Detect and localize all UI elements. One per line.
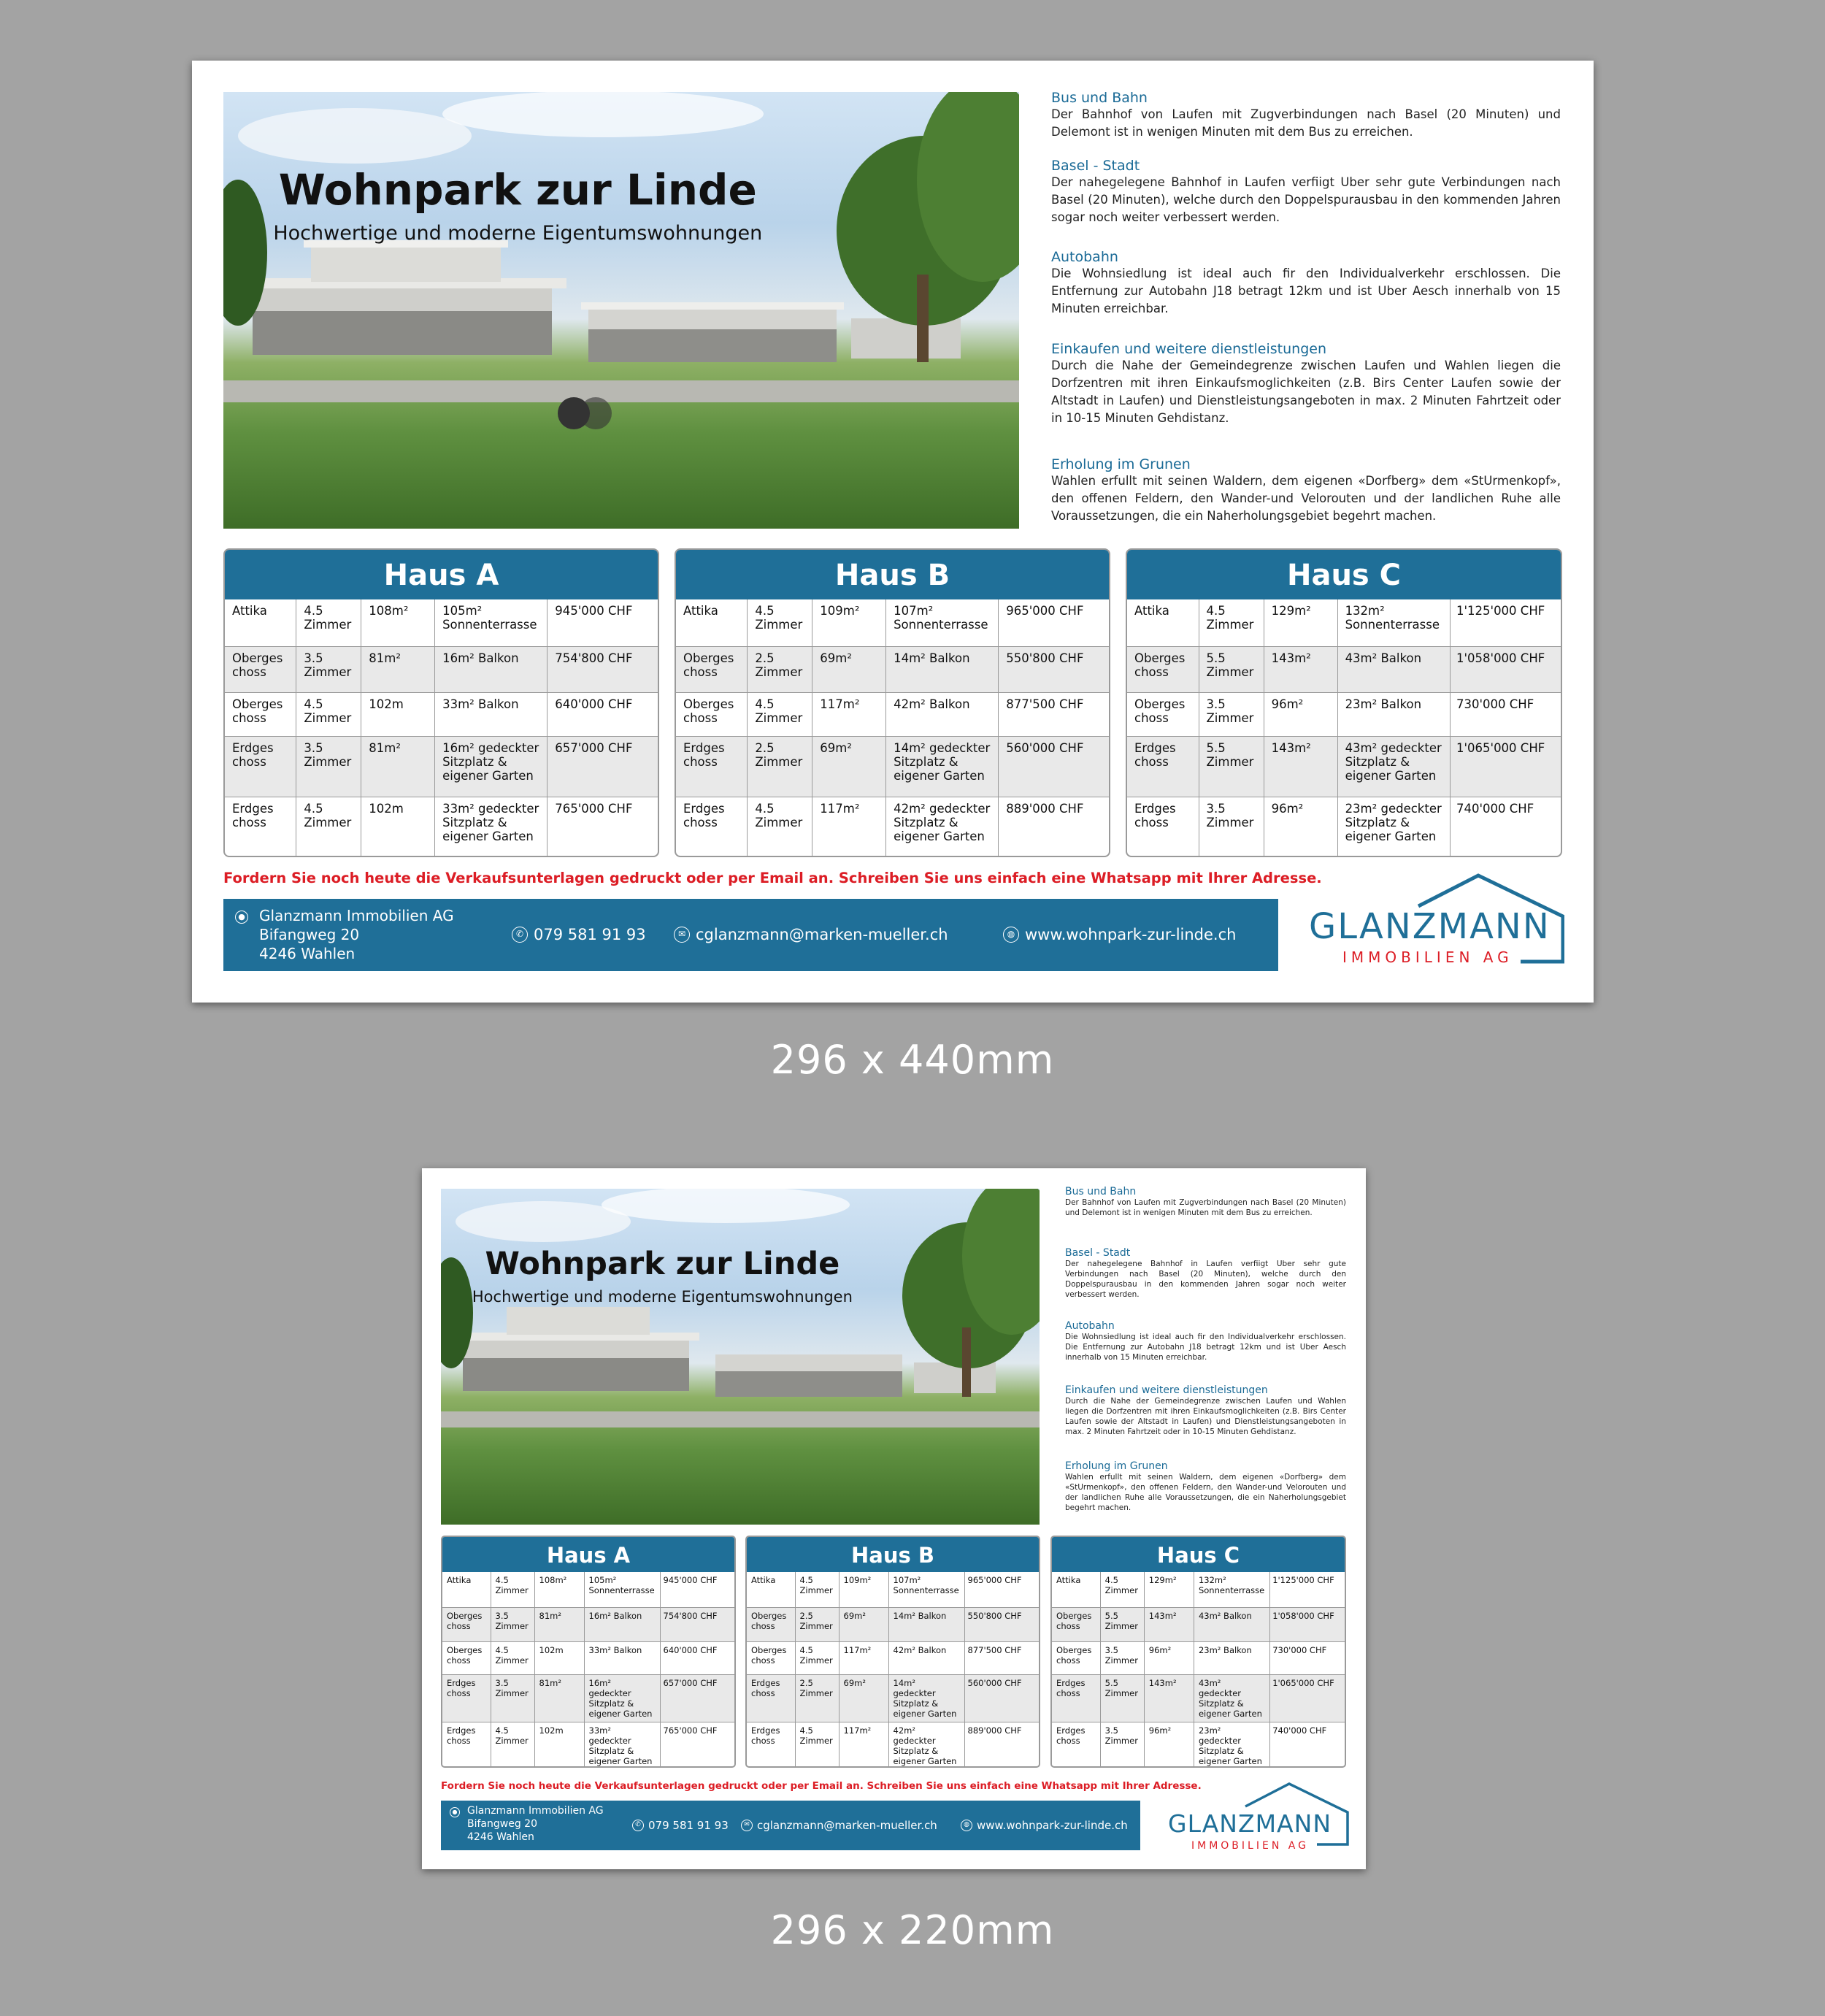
- unit-rooms: 4.5 Zimmer: [1100, 1572, 1144, 1607]
- unit-rooms: 2.5 Zimmer: [748, 646, 812, 692]
- unit-price: 765'000 CHF: [663, 1725, 718, 1736]
- unit-price: 640'000 CHF: [548, 692, 658, 736]
- unit-rooms: 3.5 Zimmer: [1199, 797, 1264, 856]
- hero-illustration: [441, 1189, 1040, 1525]
- section-text: Die Wohnsiedlung ist ideal auch fir den Individualverkehr erschlossen. Die Entfernung zur Autobahn J18 betragt 12km und ist Uber Aesch innerhalb von 15 Minuten erreichbar.: [1051, 267, 1561, 315]
- unit-area: 96m²: [1264, 692, 1337, 736]
- phone-icon: ✆: [512, 927, 528, 943]
- unit-floor: Attika: [1052, 1572, 1100, 1607]
- hero-subtitle: Hochwertige und moderne Eigentumswohnungen: [273, 222, 763, 245]
- contact-company: Glanzmann Immobilien AG: [259, 907, 454, 924]
- person-icon: ●: [450, 1807, 460, 1817]
- logo-brand: GLANZMANN: [1168, 1809, 1332, 1838]
- unit-rooms: 2.5 Zimmer: [748, 736, 812, 797]
- unit-rooms: 4.5 Zimmer: [795, 1722, 839, 1768]
- table-row: [1052, 1572, 1345, 1607]
- table-row: [747, 1572, 1039, 1607]
- section-erholung: [1065, 1460, 1346, 1513]
- table-row: [747, 1641, 1039, 1674]
- unit-outdoor: 43m² Balkon: [1194, 1607, 1269, 1641]
- unit-floor: Oberges choss: [676, 646, 748, 692]
- house-b-table: [675, 548, 1110, 857]
- unit-floor: Oberges choss: [1127, 692, 1199, 736]
- unit-price: 730'000 CHF: [1270, 1641, 1345, 1674]
- unit-floor: Oberges choss: [1052, 1641, 1100, 1674]
- section-heading: Basel - Stadt: [1051, 158, 1140, 174]
- unit-rooms: 4.5 Zimmer: [491, 1722, 534, 1768]
- house-b-table: [745, 1536, 1040, 1768]
- house-b-title: Haus B: [676, 550, 1109, 599]
- unit-area: 117m²: [839, 1722, 888, 1768]
- contact-street: Bifangweg 20: [259, 926, 360, 943]
- section-text: Durch die Nahe der Gemeindegrenze zwischen Laufen und Wahlen liegen die Dorfzentren mit ihren Einkaufsmoglichkeiten (z.B. Birs Center Laufen sowie der Altstadt in Laufen) und Dienstleistungsangeboten in max. 2 Minuten Fahrtzeit oder in 10-15 Minuten Gehdistanz.: [1065, 1397, 1346, 1436]
- unit-area: 69m²: [812, 646, 886, 692]
- unit-outdoor: 132m² Sonnenterrasse: [1194, 1572, 1269, 1607]
- section-einkaufen: [1065, 1384, 1346, 1437]
- hero-image: [441, 1189, 1040, 1525]
- unit-rooms: 3.5 Zimmer: [491, 1674, 534, 1722]
- section-einkaufen: [1051, 341, 1561, 427]
- unit-rooms: 4.5 Zimmer: [748, 797, 812, 856]
- unit-floor: Attika: [747, 1572, 795, 1607]
- unit-rooms: 4.5 Zimmer: [748, 692, 812, 736]
- unit-area: 81m²: [534, 1674, 584, 1722]
- unit-area: 108m²: [534, 1572, 584, 1607]
- unit-price: 657'000 CHF: [548, 736, 658, 797]
- house-a-units: [442, 1572, 734, 1768]
- unit-floor: Erdges choss: [225, 736, 296, 797]
- unit-floor: Erdges choss: [676, 736, 748, 797]
- unit-floor: Oberges choss: [225, 646, 296, 692]
- unit-rooms: 2.5 Zimmer: [795, 1607, 839, 1641]
- unit-outdoor: 14m² gedeckter Sitzplatz & eigener Garten: [888, 1674, 964, 1722]
- unit-floor: Erdges choss: [747, 1674, 795, 1722]
- house-a-table: [441, 1536, 736, 1768]
- table-row: [676, 797, 1109, 856]
- unit-price: 1'065'000 CHF: [1270, 1674, 1345, 1722]
- unit-outdoor: 14m² gedeckter Sitzplatz & eigener Garten: [886, 736, 999, 797]
- unit-outdoor: 42m² gedeckter Sitzplatz & eigener Garten: [886, 797, 999, 856]
- unit-price: 560'000 CHF: [964, 1674, 1039, 1722]
- unit-outdoor: 43m² Balkon: [1337, 646, 1450, 692]
- unit-floor: Attika: [1127, 599, 1199, 646]
- section-bus-und-bahn: [1051, 90, 1561, 141]
- section-autobahn: [1065, 1320, 1346, 1362]
- table-row: [442, 1572, 734, 1607]
- unit-rooms: 4.5 Zimmer: [296, 797, 361, 856]
- unit-rooms: 3.5 Zimmer: [491, 1607, 534, 1641]
- table-row: [1052, 1641, 1345, 1674]
- unit-floor: Oberges choss: [747, 1607, 795, 1641]
- house-c-title: Haus C: [1127, 550, 1561, 599]
- contact-city: 4246 Wahlen: [259, 945, 356, 962]
- unit-price: 965'000 CHF: [999, 599, 1109, 646]
- unit-area: 69m²: [839, 1674, 888, 1722]
- flyer-small: [422, 1168, 1366, 1869]
- globe-icon: ◍: [1003, 927, 1019, 943]
- unit-rooms: 2.5 Zimmer: [795, 1674, 839, 1722]
- unit-floor: Erdges choss: [1127, 797, 1199, 856]
- section-heading: Autobahn: [1065, 1320, 1115, 1332]
- section-bus-und-bahn: [1065, 1186, 1346, 1218]
- unit-area: 117m²: [812, 692, 886, 736]
- section-text: Wahlen erfullt mit seinen Waldern, dem eigenen «Dorfberg» dem «StUrmenkopf», den offenen Feldern, den Wander-und Velorouten und der landlichen Ruhe alle Voraussetzungen, die ein Naherholungsgebiet begehrt machen.: [1065, 1473, 1346, 1512]
- unit-area: 81m²: [534, 1607, 584, 1641]
- unit-price: 945'000 CHF: [660, 1572, 734, 1607]
- table-row: [1052, 1674, 1345, 1722]
- unit-floor: Erdges choss: [1052, 1722, 1100, 1768]
- house-b-units: [747, 1572, 1039, 1768]
- unit-area: 117m²: [839, 1641, 888, 1674]
- section-text: Der Bahnhof von Laufen mit Zugverbindungen nach Basel (20 Minuten) und Delemont ist in wenigen Minuten mit dem Bus zu erreichen.: [1065, 1198, 1346, 1217]
- table-row: [225, 692, 658, 736]
- unit-area: 102m: [361, 797, 435, 856]
- table-row: [1127, 646, 1561, 692]
- section-heading: Bus und Bahn: [1051, 90, 1148, 106]
- table-row: [747, 1722, 1039, 1768]
- hero-image: [223, 92, 1019, 529]
- contact-bar: [441, 1801, 1140, 1850]
- mail-icon: ✉: [741, 1820, 753, 1831]
- unit-floor: Oberges choss: [442, 1607, 491, 1641]
- unit-rooms: 4.5 Zimmer: [795, 1572, 839, 1607]
- unit-floor: Erdges choss: [442, 1722, 491, 1768]
- unit-area: 102m: [534, 1722, 584, 1768]
- unit-outdoor: 107m² Sonnenterrasse: [888, 1572, 964, 1607]
- unit-rooms: 4.5 Zimmer: [491, 1641, 534, 1674]
- hero-title: Wohnpark zur Linde: [485, 1246, 840, 1282]
- table-row: [1127, 797, 1561, 856]
- unit-area: 102m: [534, 1641, 584, 1674]
- unit-outdoor: 16m² Balkon: [435, 646, 548, 692]
- section-heading: Autobahn: [1051, 249, 1118, 265]
- table-row: [747, 1674, 1039, 1722]
- unit-rooms: 3.5 Zimmer: [1100, 1641, 1144, 1674]
- section-basel-stadt: [1051, 158, 1561, 226]
- unit-price: 657'000 CHF: [660, 1674, 734, 1722]
- person-icon: ●: [235, 911, 248, 924]
- unit-rooms: 4.5 Zimmer: [1199, 599, 1264, 646]
- unit-price: 945'000 CHF: [548, 599, 658, 646]
- phone-number: 079 581 91 93: [534, 926, 646, 943]
- table-row: [442, 1607, 734, 1641]
- unit-price: 765'000 CHF: [555, 801, 633, 816]
- unit-floor: Erdges choss: [1052, 1674, 1100, 1722]
- contact-address: [467, 1804, 604, 1844]
- unit-rooms: 5.5 Zimmer: [1100, 1607, 1144, 1641]
- house-a-title: Haus A: [225, 550, 658, 599]
- house-b-units: [676, 599, 1109, 856]
- unit-area: 109m²: [839, 1572, 888, 1607]
- contact-phone[interactable]: [632, 1819, 729, 1832]
- unit-outdoor: 42m² gedeckter Sitzplatz & eigener Garten: [888, 1722, 964, 1768]
- house-a-units: [225, 599, 658, 856]
- company-logo: [1309, 870, 1564, 972]
- unit-price: 877'500 CHF: [964, 1641, 1039, 1674]
- table-row: [225, 736, 658, 797]
- contact-company: Glanzmann Immobilien AG: [467, 1805, 604, 1817]
- unit-price: 889'000 CHF: [1006, 801, 1084, 816]
- unit-outdoor: 105m² Sonnenterrasse: [584, 1572, 660, 1607]
- section-heading: Einkaufen und weitere dienstleistungen: [1065, 1384, 1268, 1396]
- phone-icon: ✆: [632, 1820, 644, 1831]
- unit-rooms: 4.5 Zimmer: [795, 1641, 839, 1674]
- house-c-units: [1052, 1572, 1345, 1768]
- unit-area: 109m²: [812, 599, 886, 646]
- contact-address: [259, 906, 454, 963]
- section-heading: Basel - Stadt: [1065, 1247, 1131, 1259]
- contact-email[interactable]: [674, 926, 948, 943]
- unit-area: 96m²: [1144, 1641, 1194, 1674]
- unit-rooms: 4.5 Zimmer: [748, 599, 812, 646]
- table-row: [1052, 1607, 1345, 1641]
- unit-rooms: 5.5 Zimmer: [1199, 646, 1264, 692]
- call-to-action: Fordern Sie noch heute die Verkaufsunterlagen gedruckt oder per Email an. Schreiben Sie uns einfach eine Whatsapp mit Ihrer Adresse.: [441, 1780, 1202, 1792]
- website-url: www.wohnpark-zur-linde.ch: [1025, 926, 1237, 943]
- section-text: Der nahegelegene Bahnhof in Laufen verfiigt Uber sehr gute Verbindungen nach Basel (20 Minuten), welche durch den Doppelspurausbau in den kommenden Jahren sogar noch weiter verbessert werden.: [1051, 175, 1561, 224]
- table-row: [676, 599, 1109, 646]
- unit-price: 640'000 CHF: [660, 1641, 734, 1674]
- email-address: cglanzmann@marken-mueller.ch: [696, 926, 948, 943]
- unit-floor: Oberges choss: [442, 1641, 491, 1674]
- contact-phone[interactable]: [512, 926, 646, 943]
- unit-floor: Oberges choss: [1052, 1607, 1100, 1641]
- house-c-table: [1050, 1536, 1346, 1768]
- unit-floor: Erdges choss: [676, 797, 748, 856]
- unit-outdoor: 33m² gedeckter Sitzplatz & eigener Garten: [435, 797, 548, 856]
- unit-rooms: 5.5 Zimmer: [1100, 1674, 1144, 1722]
- unit-floor: Oberges choss: [676, 692, 748, 736]
- table-row: [225, 646, 658, 692]
- unit-price: 754'800 CHF: [660, 1607, 734, 1641]
- unit-area: 143m²: [1264, 646, 1337, 692]
- contact-city: 4246 Wahlen: [467, 1831, 534, 1843]
- logo-subline: IMMOBILIEN AG: [1342, 948, 1513, 966]
- contact-bar: [223, 899, 1278, 971]
- hero-title: Wohnpark zur Linde: [278, 165, 757, 215]
- table-row: [676, 692, 1109, 736]
- unit-floor: Attika: [676, 599, 748, 646]
- unit-outdoor: 132m² Sonnenterrasse: [1337, 599, 1450, 646]
- unit-outdoor: 16m² gedeckter Sitzplatz & eigener Garten: [435, 736, 548, 797]
- unit-area: 143m²: [1264, 736, 1337, 797]
- unit-outdoor: 23m² gedeckter Sitzplatz & eigener Garten: [1194, 1722, 1269, 1768]
- house-c-title: Haus C: [1052, 1537, 1345, 1572]
- unit-outdoor: 42m² Balkon: [888, 1641, 964, 1674]
- unit-rooms: 3.5 Zimmer: [296, 736, 361, 797]
- unit-price: 740'000 CHF: [1272, 1725, 1327, 1736]
- section-heading: Bus und Bahn: [1065, 1186, 1137, 1197]
- unit-outdoor: 105m² Sonnenterrasse: [435, 599, 548, 646]
- unit-price: 1'065'000 CHF: [1451, 736, 1561, 797]
- unit-price: 550'800 CHF: [999, 646, 1109, 692]
- unit-outdoor: 16m² Balkon: [584, 1607, 660, 1641]
- mail-icon: ✉: [674, 927, 690, 943]
- email-address: cglanzmann@marken-mueller.ch: [757, 1819, 937, 1832]
- unit-area: 108m²: [361, 599, 435, 646]
- unit-area: 81m²: [361, 736, 435, 797]
- unit-price: 754'800 CHF: [548, 646, 658, 692]
- unit-area: 143m²: [1144, 1674, 1194, 1722]
- unit-floor: Oberges choss: [225, 692, 296, 736]
- unit-area: 143m²: [1144, 1607, 1194, 1641]
- unit-price: 1'058'000 CHF: [1451, 646, 1561, 692]
- unit-area: 129m²: [1144, 1572, 1194, 1607]
- unit-price: 1'125'000 CHF: [1451, 599, 1561, 646]
- house-a-table: [223, 548, 659, 857]
- section-text: Wahlen erfullt mit seinen Waldern, dem eigenen «Dorfberg» dem «StUrmenkopf», den offenen Feldern, den Wander-und Velorouten und der landlichen Ruhe alle Voraussetzungen, die ein Naherholungsgebiet begehrt machen.: [1051, 474, 1561, 523]
- website-url: www.wohnpark-zur-linde.ch: [977, 1819, 1128, 1832]
- house-c-units: [1127, 599, 1561, 856]
- house-a-title: Haus A: [442, 1537, 734, 1572]
- unit-price: 730'000 CHF: [1451, 692, 1561, 736]
- contact-web[interactable]: [1003, 926, 1236, 943]
- logo-brand: GLANZMANN: [1309, 906, 1551, 947]
- unit-outdoor: 23m² gedeckter Sitzplatz & eigener Garten: [1337, 797, 1450, 856]
- hero-subtitle: Hochwertige und moderne Eigentumswohnungen: [472, 1288, 853, 1306]
- unit-outdoor: 14m² Balkon: [888, 1607, 964, 1641]
- unit-outdoor: 42m² Balkon: [886, 692, 999, 736]
- section-text: Durch die Nahe der Gemeindegrenze zwischen Laufen und Wahlen liegen die Dorfzentren mit ihren Einkaufsmoglichkeiten (z.B. Birs Center Laufen sowie der Altstadt in Laufen) und Dienstleistungsangeboten in max. 2 Minuten Fahrtzeit oder in 10-15 Minuten Gehdistanz.: [1051, 359, 1561, 425]
- unit-price: 889'000 CHF: [967, 1725, 1022, 1736]
- unit-area: 69m²: [839, 1607, 888, 1641]
- table-row: [225, 599, 658, 646]
- caption-large: 296 x 440mm: [770, 1037, 1055, 1083]
- unit-floor: Erdges choss: [442, 1674, 491, 1722]
- unit-outdoor: 33m² gedeckter Sitzplatz & eigener Garten: [584, 1722, 660, 1768]
- caption-small: 296 x 220mm: [770, 1907, 1055, 1953]
- unit-area: 129m²: [1264, 599, 1337, 646]
- globe-icon: ◍: [961, 1820, 972, 1831]
- section-text: Der Bahnhof von Laufen mit Zugverbindungen nach Basel (20 Minuten) und Delemont ist in wenigen Minuten mit dem Bus zu erreichen.: [1051, 107, 1561, 139]
- unit-price: 1'058'000 CHF: [1270, 1607, 1345, 1641]
- house-c-table: [1126, 548, 1562, 857]
- unit-outdoor: 33m² Balkon: [584, 1641, 660, 1674]
- unit-outdoor: 43m² gedeckter Sitzplatz & eigener Garten: [1337, 736, 1450, 797]
- unit-outdoor: 33m² Balkon: [435, 692, 548, 736]
- table-row: [442, 1641, 734, 1674]
- unit-floor: Oberges choss: [747, 1641, 795, 1674]
- unit-outdoor: 16m² gedeckter Sitzplatz & eigener Garten: [584, 1674, 660, 1722]
- unit-rooms: 3.5 Zimmer: [296, 646, 361, 692]
- table-row: [442, 1722, 734, 1768]
- unit-area: 81m²: [361, 646, 435, 692]
- table-row: [225, 797, 658, 856]
- table-row: [442, 1674, 734, 1722]
- unit-price: 965'000 CHF: [964, 1572, 1039, 1607]
- unit-area: 96m²: [1264, 797, 1337, 856]
- unit-floor: Erdges choss: [1127, 736, 1199, 797]
- unit-rooms: 3.5 Zimmer: [1199, 692, 1264, 736]
- unit-outdoor: 23m² Balkon: [1337, 692, 1450, 736]
- unit-area: 69m²: [812, 736, 886, 797]
- unit-area: 117m²: [812, 797, 886, 856]
- unit-floor: Erdges choss: [225, 797, 296, 856]
- company-logo: [1167, 1780, 1349, 1853]
- flyer-large: [192, 61, 1594, 1003]
- unit-floor: Erdges choss: [747, 1722, 795, 1768]
- unit-price: 740'000 CHF: [1456, 801, 1534, 816]
- unit-price: 560'000 CHF: [999, 736, 1109, 797]
- contact-street: Bifangweg 20: [467, 1818, 537, 1830]
- section-heading: Einkaufen und weitere dienstleistungen: [1051, 341, 1326, 357]
- section-autobahn: [1051, 249, 1561, 318]
- unit-rooms: 4.5 Zimmer: [296, 692, 361, 736]
- unit-outdoor: 23m² Balkon: [1194, 1641, 1269, 1674]
- unit-outdoor: 14m² Balkon: [886, 646, 999, 692]
- table-row: [676, 646, 1109, 692]
- unit-price: 550'800 CHF: [964, 1607, 1039, 1641]
- unit-rooms: 5.5 Zimmer: [1199, 736, 1264, 797]
- unit-outdoor: 107m² Sonnenterrasse: [886, 599, 999, 646]
- house-b-title: Haus B: [747, 1537, 1039, 1572]
- table-row: [747, 1607, 1039, 1641]
- logo-subline: IMMOBILIEN AG: [1191, 1840, 1309, 1852]
- contact-web[interactable]: [961, 1819, 1128, 1832]
- unit-outdoor: 43m² gedeckter Sitzplatz & eigener Garten: [1194, 1674, 1269, 1722]
- unit-price: 1'125'000 CHF: [1270, 1572, 1345, 1607]
- section-heading: Erholung im Grunen: [1051, 456, 1191, 472]
- section-erholung: [1051, 456, 1561, 525]
- unit-rooms: 4.5 Zimmer: [296, 599, 361, 646]
- unit-area: 102m: [361, 692, 435, 736]
- unit-rooms: 3.5 Zimmer: [1100, 1722, 1144, 1768]
- table-row: [1052, 1722, 1345, 1768]
- unit-price: 877'500 CHF: [999, 692, 1109, 736]
- unit-floor: Attika: [442, 1572, 491, 1607]
- section-heading: Erholung im Grunen: [1065, 1460, 1168, 1472]
- table-row: [1127, 599, 1561, 646]
- table-row: [676, 736, 1109, 797]
- table-row: [1127, 736, 1561, 797]
- contact-email[interactable]: [741, 1819, 937, 1832]
- unit-rooms: 4.5 Zimmer: [491, 1572, 534, 1607]
- call-to-action: Fordern Sie noch heute die Verkaufsunterlagen gedruckt oder per Email an. Schreiben Sie uns einfach eine Whatsapp mit Ihrer Adresse.: [223, 870, 1322, 886]
- section-text: Der nahegelegene Bahnhof in Laufen verfiigt Uber sehr gute Verbindungen nach Basel (20 Minuten), welche durch den Doppelspurausbau in den kommenden Jahren sogar noch weiter verbessert werden.: [1065, 1260, 1346, 1299]
- section-text: Die Wohnsiedlung ist ideal auch fir den Individualverkehr erschlossen. Die Entfernung zur Autobahn J18 betragt 12km und ist Uber Aesch innerhalb von 15 Minuten erreichbar.: [1065, 1333, 1346, 1362]
- section-basel-stadt: [1065, 1247, 1346, 1300]
- unit-area: 96m²: [1144, 1722, 1194, 1768]
- table-row: [1127, 692, 1561, 736]
- hero-illustration: [223, 92, 1019, 529]
- phone-number: 079 581 91 93: [648, 1819, 729, 1832]
- unit-floor: Oberges choss: [1127, 646, 1199, 692]
- unit-floor: Attika: [225, 599, 296, 646]
